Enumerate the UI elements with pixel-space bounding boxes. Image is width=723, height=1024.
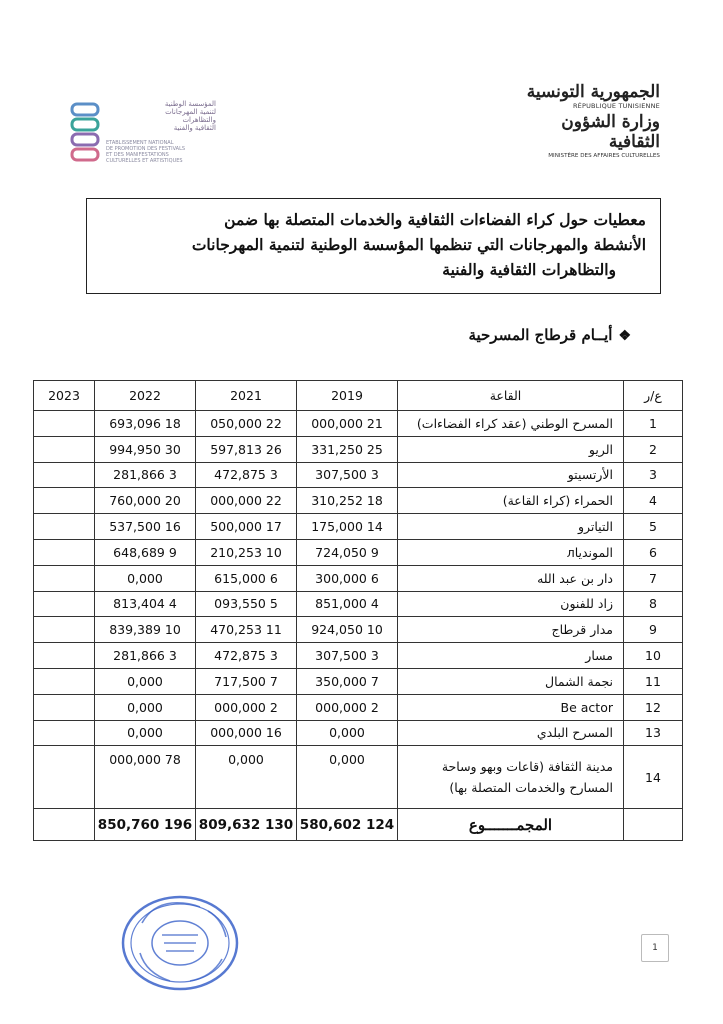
value-2022: 3 281,866 bbox=[95, 643, 196, 669]
header-2019: 2019 bbox=[297, 381, 398, 411]
value-2019: 3 307,500 bbox=[297, 462, 398, 488]
table-row bbox=[34, 694, 683, 720]
row-number: 3 bbox=[624, 462, 683, 488]
total-num-cell bbox=[624, 809, 683, 841]
value-2021: 5 093,550 bbox=[196, 591, 297, 617]
rental-data-table bbox=[33, 380, 683, 841]
table-row bbox=[34, 436, 683, 462]
row-number: 10 bbox=[624, 643, 683, 669]
value-2022: 16 537,500 bbox=[95, 514, 196, 540]
table-row bbox=[34, 539, 683, 565]
ministry-name-ar: وزارة الشؤون الثقافية bbox=[561, 112, 660, 152]
page-number: 1 bbox=[641, 934, 669, 962]
table-row bbox=[34, 411, 683, 437]
value-2021: 6 615,000 bbox=[196, 565, 297, 591]
title-line-3: والتظاهرات الثقافية والفنية bbox=[442, 260, 616, 279]
hall-name: الأرتسيتو bbox=[398, 462, 624, 488]
value-2022: 30 994,950 bbox=[95, 436, 196, 462]
hall-name-line-2: المسارح والخدمات المتصلة بها) bbox=[449, 780, 613, 796]
value-2023 bbox=[34, 539, 95, 565]
row-number: 14 bbox=[624, 746, 683, 809]
agency-name-en: ETABLISSEMENT NATIONAL DE PROMOTION DES FESTIVALS ET DES MANIFESTATIONS CULTURELLES ET ARTISTIQUES bbox=[106, 140, 186, 164]
value-2022: 4 813,404 bbox=[95, 591, 196, 617]
value-2023 bbox=[34, 617, 95, 643]
agency-name-ar: المؤسسة الوطنية لتنمية المهرجانات والتظاهرات الثقافية والفنية bbox=[164, 100, 216, 132]
hall-name: الحمراء (كراء القاعة) bbox=[398, 488, 624, 514]
value-2019: 2 000,000 bbox=[297, 694, 398, 720]
value-2023 bbox=[34, 694, 95, 720]
value-2022: 18 693,096 bbox=[95, 411, 196, 437]
value-2023 bbox=[34, 720, 95, 746]
row-number: 7 bbox=[624, 565, 683, 591]
row-number: 9 bbox=[624, 617, 683, 643]
value-2019: 14 175,000 bbox=[297, 514, 398, 540]
value-2021: 7 717,500 bbox=[196, 668, 297, 694]
value-2021: 22 050,000 bbox=[196, 411, 297, 437]
value-2022: 9 648,689 bbox=[95, 539, 196, 565]
festivals-agency-logo bbox=[70, 100, 220, 166]
value-2019: 9 724,050 bbox=[297, 539, 398, 565]
value-2021: 3 472,875 bbox=[196, 643, 297, 669]
document-title-box bbox=[86, 198, 661, 294]
value-2023 bbox=[34, 411, 95, 437]
official-stamp-icon bbox=[120, 893, 240, 993]
hall-name: زاد للفنون bbox=[398, 591, 624, 617]
value-2023 bbox=[34, 643, 95, 669]
value-2019: 6 300,000 bbox=[297, 565, 398, 591]
value-2019: 25 331,250 bbox=[297, 436, 398, 462]
table-row bbox=[34, 643, 683, 669]
value-2021: 10 210,253 bbox=[196, 539, 297, 565]
total-label: المجمـــــــوع bbox=[398, 809, 624, 841]
section-heading-text: أيــام قرطاج المسرحية bbox=[468, 326, 613, 344]
title-line-1: معطيات حول كراء الفضاءات الثقافية والخدمات المتصلة بها ضمن bbox=[224, 210, 646, 229]
hall-name: التياترو bbox=[398, 514, 624, 540]
row-number: 11 bbox=[624, 668, 683, 694]
table-row bbox=[34, 591, 683, 617]
diamond-bullet-icon: ❖ bbox=[618, 328, 631, 344]
table-row bbox=[34, 514, 683, 540]
value-2022: 0,000 bbox=[95, 694, 196, 720]
ministry-name-fr: MINISTÈRE DES AFFAIRES CULTURELLES bbox=[548, 153, 660, 159]
row-number: 4 bbox=[624, 488, 683, 514]
total-2022: 196 850,760 bbox=[95, 809, 196, 841]
row-number: 5 bbox=[624, 514, 683, 540]
table-header-row bbox=[34, 381, 683, 411]
ministry-header bbox=[520, 82, 660, 162]
value-2023 bbox=[34, 591, 95, 617]
value-2023 bbox=[34, 488, 95, 514]
hall-name: المسرح الوطني (عقد كراء الفضاءات) bbox=[398, 411, 624, 437]
value-2023 bbox=[34, 462, 95, 488]
table-row bbox=[34, 462, 683, 488]
hall-name: نجمة الشمال bbox=[398, 668, 624, 694]
value-2022: 20 760,000 bbox=[95, 488, 196, 514]
value-2019: 10 924,050 bbox=[297, 617, 398, 643]
row-number: 13 bbox=[624, 720, 683, 746]
value-2021: 16 000,000 bbox=[196, 720, 297, 746]
hall-name: مسار bbox=[398, 643, 624, 669]
value-2019: 0,000 bbox=[297, 746, 398, 809]
value-2019: 3 307,500 bbox=[297, 643, 398, 669]
table-row bbox=[34, 746, 683, 809]
value-2022: 78 000,000 bbox=[95, 746, 196, 809]
agency-logo-mark-icon bbox=[70, 102, 100, 162]
row-number: 1 bbox=[624, 411, 683, 437]
value-2021: 2 000,000 bbox=[196, 694, 297, 720]
hall-name: الريو bbox=[398, 436, 624, 462]
table-row bbox=[34, 617, 683, 643]
value-2022: 10 839,389 bbox=[95, 617, 196, 643]
header-2021: 2021 bbox=[196, 381, 297, 411]
value-2023 bbox=[34, 565, 95, 591]
value-2019: 4 851,000 bbox=[297, 591, 398, 617]
hall-name-line-1: مدينة الثقافة (قاعات وبهو وساحة bbox=[441, 759, 613, 775]
republic-name-fr: RÉPUBLIQUE TUNISIENNE bbox=[572, 102, 660, 110]
value-2022: 3 281,866 bbox=[95, 462, 196, 488]
title-line-2: الأنشطة والمهرجانات التي تنظمها المؤسسة الوطنية لتنمية المهرجانات bbox=[191, 235, 646, 254]
table-row bbox=[34, 488, 683, 514]
value-2021: 11 470,253 bbox=[196, 617, 297, 643]
hall-name: دار بن عبد الله bbox=[398, 565, 624, 591]
value-2021: 22 000,000 bbox=[196, 488, 297, 514]
value-2019: 0,000 bbox=[297, 720, 398, 746]
value-2021: 17 500,000 bbox=[196, 514, 297, 540]
value-2022: 0,000 bbox=[95, 720, 196, 746]
hall-name: المسرح البلدي bbox=[398, 720, 624, 746]
header-num: ع/ر bbox=[624, 381, 683, 411]
table-row bbox=[34, 668, 683, 694]
row-number: 2 bbox=[624, 436, 683, 462]
hall-name: Be actor bbox=[398, 694, 624, 720]
value-2021: 3 472,875 bbox=[196, 462, 297, 488]
row-number: 12 bbox=[624, 694, 683, 720]
value-2022: 0,000 bbox=[95, 565, 196, 591]
table-row bbox=[34, 720, 683, 746]
total-row bbox=[34, 809, 683, 841]
value-2019: 7 350,000 bbox=[297, 668, 398, 694]
row-number: 8 bbox=[624, 591, 683, 617]
hall-name: مدار قرطاج bbox=[398, 617, 624, 643]
value-2023 bbox=[34, 514, 95, 540]
value-2022: 0,000 bbox=[95, 668, 196, 694]
header-hall: القاعة bbox=[398, 381, 624, 411]
total-2021: 130 809,632 bbox=[196, 809, 297, 841]
table-row bbox=[34, 565, 683, 591]
hall-name: الموندياл bbox=[398, 539, 624, 565]
value-2023 bbox=[34, 436, 95, 462]
value-2023 bbox=[34, 746, 95, 809]
value-2021: 26 597,813 bbox=[196, 436, 297, 462]
total-2023 bbox=[34, 809, 95, 841]
row-number: 6 bbox=[624, 539, 683, 565]
header-2023: 2023 bbox=[34, 381, 95, 411]
republic-name-ar: الجمهورية التونسية bbox=[526, 82, 660, 102]
value-2019: 21 000,000 bbox=[297, 411, 398, 437]
header-2022: 2022 bbox=[95, 381, 196, 411]
hall-name bbox=[398, 746, 624, 809]
value-2019: 18 310,252 bbox=[297, 488, 398, 514]
value-2023 bbox=[34, 668, 95, 694]
value-2021: 0,000 bbox=[196, 746, 297, 809]
total-2019: 124 580,602 bbox=[297, 809, 398, 841]
section-heading bbox=[468, 326, 631, 344]
